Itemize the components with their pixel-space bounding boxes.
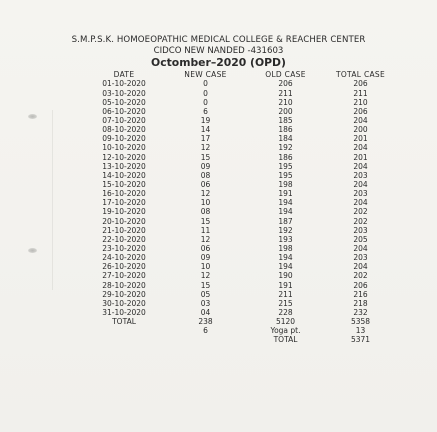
cell-total-case: 200 <box>353 125 368 135</box>
cell-new-case: 06 <box>200 243 211 253</box>
cell-total-case: 218 <box>353 298 368 308</box>
yoga-label: Yoga pt. <box>270 326 301 336</box>
cell-total-case: 216 <box>353 289 368 299</box>
cell-old-case: 194 <box>278 253 293 263</box>
cell-new-case: 12 <box>200 143 211 153</box>
cell-old-case: 184 <box>278 134 293 144</box>
table-row <box>85 208 398 217</box>
cell-date: 03-10-2020 <box>102 88 146 98</box>
grand-empty-1 <box>85 336 163 345</box>
punch-hole-bottom <box>28 248 37 253</box>
cell-old-case: 186 <box>278 152 293 162</box>
table-row <box>85 144 398 153</box>
cell-new-case: 15 <box>200 152 211 162</box>
cell-old-case: 194 <box>278 262 293 272</box>
col-total-case-header: TOTAL CASE <box>335 70 386 80</box>
col-new-case-header: NEW CASE <box>184 70 227 80</box>
cell-new-case: 04 <box>200 307 211 317</box>
cell-total-case: 211 <box>353 88 368 98</box>
grand-total-row <box>85 336 398 345</box>
cell-date: 23-10-2020 <box>102 243 146 253</box>
grand-total-value: 5371 <box>350 335 371 345</box>
cell-new-case: 15 <box>200 216 211 226</box>
cell-new-case: 0 <box>203 88 208 98</box>
cell-total-case: 232 <box>353 307 368 317</box>
cell-total-case: 203 <box>353 225 368 235</box>
opd-table <box>85 71 398 345</box>
cell-new-case: 08 <box>200 170 211 180</box>
cell-new-case: 09 <box>200 161 211 171</box>
cell-old-case: 187 <box>278 216 293 226</box>
cell-date: 05-10-2020 <box>102 97 146 107</box>
cell-old-case: 192 <box>278 225 293 235</box>
cell-date: 20-10-2020 <box>102 216 146 226</box>
table-row <box>85 272 398 281</box>
cell-total-case: 204 <box>353 180 368 189</box>
table-row <box>85 80 398 89</box>
cell-total-case: 202 <box>353 271 368 281</box>
cell-new-case: 0 <box>203 79 208 89</box>
cell-new-case: 10 <box>200 262 211 272</box>
cell-total-case: 204 <box>353 198 368 208</box>
cell-new-case: 17 <box>200 134 211 144</box>
cell-date: 01-10-2020 <box>102 79 146 89</box>
cell-old-case: 200 <box>278 106 293 116</box>
cell-total-case: 206 <box>353 106 368 116</box>
cell-old-case: 186 <box>278 125 293 135</box>
cell-old-case: 210 <box>278 97 293 107</box>
cell-date: 29-10-2020 <box>102 289 146 299</box>
cell-old-case: 191 <box>278 189 293 199</box>
cell-new-case: 19 <box>200 116 211 126</box>
cell-date: 22-10-2020 <box>102 234 146 244</box>
yoga-new: 6 <box>203 326 208 336</box>
cell-new-case: 06 <box>200 180 211 189</box>
cell-date: 09-10-2020 <box>102 134 146 144</box>
college-name: S.M.P.S.K. HOMOEOPATHIC MEDICAL COLLEGE & REACHER CENTER <box>71 35 366 45</box>
cell-old-case: 193 <box>278 234 293 244</box>
cell-date: 30-10-2020 <box>102 298 146 308</box>
cell-total-case: 204 <box>353 262 368 272</box>
cell-total-case: 203 <box>353 189 368 199</box>
cell-old-case: 228 <box>278 307 293 317</box>
cell-date: 10-10-2020 <box>102 143 146 153</box>
cell-old-case: 194 <box>278 207 293 217</box>
table-body <box>85 80 398 318</box>
col-date-header: DATE <box>113 70 135 80</box>
cell-new-case: 12 <box>200 189 211 199</box>
cell-date: 08-10-2020 <box>102 125 146 135</box>
college-address: CIDCO NEW NANDED -431603 <box>153 46 284 56</box>
cell-old-case: 195 <box>278 161 293 171</box>
cell-old-case: 206 <box>278 79 293 89</box>
cell-date: 12-10-2020 <box>102 152 146 162</box>
cell-total-case: 206 <box>353 79 368 89</box>
totals-old: 5120 <box>275 317 296 327</box>
cell-date: 21-10-2020 <box>102 225 146 235</box>
cell-total-case: 203 <box>353 170 368 180</box>
cell-old-case: 185 <box>278 116 293 126</box>
cell-old-case: 192 <box>278 143 293 153</box>
cell-date: 13-10-2020 <box>102 161 146 171</box>
cell-old-case: 198 <box>278 180 293 189</box>
cell-total-case: 210 <box>353 97 368 107</box>
cell-date: 16-10-2020 <box>102 189 146 199</box>
cell-total-case: 202 <box>353 216 368 226</box>
cell-old-case: 190 <box>278 271 293 281</box>
totals-total: 5358 <box>350 317 371 327</box>
cell-old-case: 195 <box>278 170 293 180</box>
cell-total-case: 204 <box>353 243 368 253</box>
cell-new-case: 05 <box>200 289 211 299</box>
cell-old-case: 215 <box>278 298 293 308</box>
cell-new-case: 12 <box>200 271 211 281</box>
cell-total-case: 206 <box>353 280 368 290</box>
yoga-empty <box>85 327 163 336</box>
cell-new-case: 09 <box>200 253 211 263</box>
cell-date: 26-10-2020 <box>102 262 146 272</box>
cell-total-case: 204 <box>353 116 368 126</box>
cell-date: 31-10-2020 <box>102 307 146 317</box>
cell-date: 07-10-2020 <box>102 116 146 126</box>
page-crease <box>52 110 53 290</box>
cell-new-case: 15 <box>200 280 211 290</box>
totals-label: TOTAL <box>112 317 136 327</box>
cell-new-case: 03 <box>200 298 211 308</box>
cell-date: 17-10-2020 <box>102 198 146 208</box>
cell-new-case: 6 <box>203 106 208 116</box>
cell-new-case: 10 <box>200 198 211 208</box>
cell-old-case: 191 <box>278 280 293 290</box>
cell-old-case: 211 <box>278 88 293 98</box>
yoga-total: 13 <box>355 326 366 336</box>
cell-total-case: 204 <box>353 161 368 171</box>
cell-total-case: 201 <box>353 134 368 144</box>
cell-new-case: 14 <box>200 125 211 135</box>
table-row <box>85 281 398 290</box>
cell-total-case: 204 <box>353 143 368 153</box>
cell-total-case: 203 <box>353 253 368 263</box>
cell-new-case: 08 <box>200 207 211 217</box>
cell-date: 27-10-2020 <box>102 271 146 281</box>
cell-new-case: 0 <box>203 97 208 107</box>
cell-date: 24-10-2020 <box>102 253 146 263</box>
cell-old-case: 211 <box>278 289 293 299</box>
cell-date: 14-10-2020 <box>102 170 146 180</box>
totals-new: 238 <box>198 317 213 327</box>
cell-total-case: 205 <box>353 234 368 244</box>
cell-new-case: 11 <box>200 225 211 235</box>
totals-row <box>85 318 398 327</box>
cell-new-case: 12 <box>200 234 211 244</box>
cell-date: 28-10-2020 <box>102 280 146 290</box>
cell-old-case: 198 <box>278 243 293 253</box>
cell-total-case: 202 <box>353 207 368 217</box>
col-old-case-header: OLD CASE <box>265 70 306 80</box>
cell-total-case: 201 <box>353 152 368 162</box>
grand-total-label: TOTAL <box>273 335 298 345</box>
cell-date: 19-10-2020 <box>102 207 146 217</box>
cell-date: 06-10-2020 <box>102 106 146 116</box>
punch-hole-top <box>28 114 37 119</box>
cell-date: 15-10-2020 <box>102 180 146 189</box>
report-title: Octomber–2020 (OPD) <box>151 56 286 69</box>
grand-empty-2 <box>163 336 248 345</box>
cell-old-case: 194 <box>278 198 293 208</box>
